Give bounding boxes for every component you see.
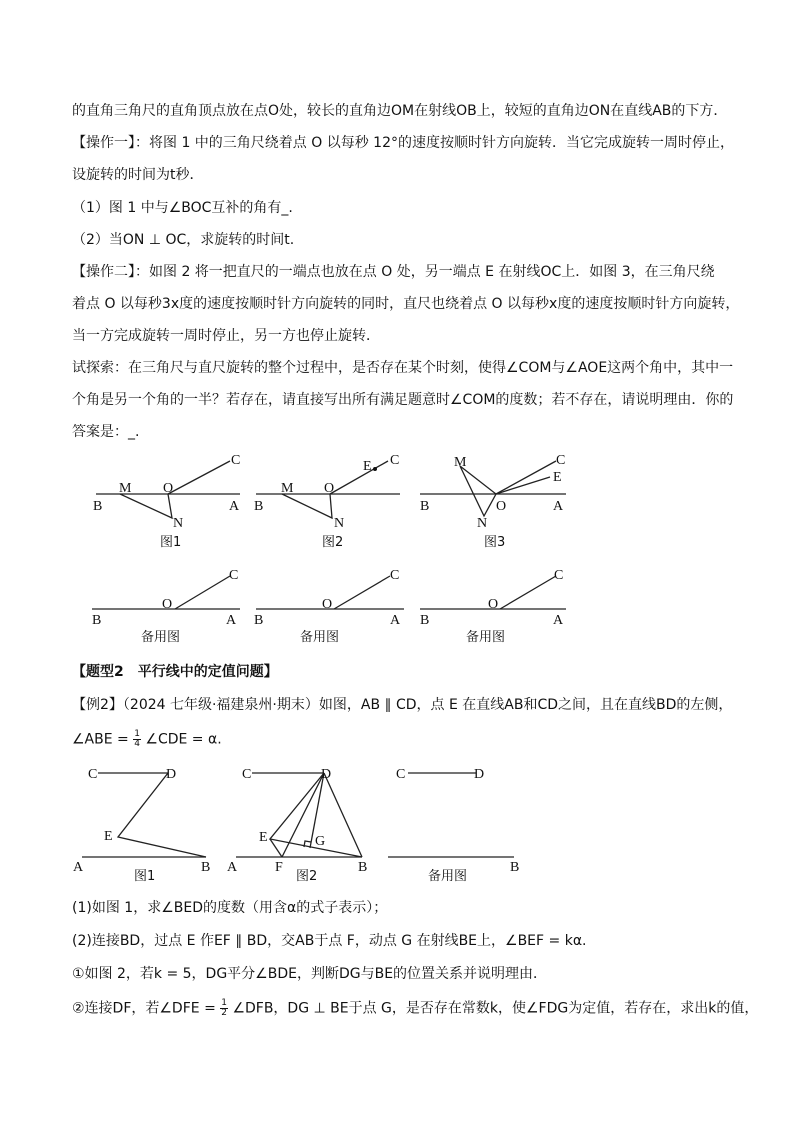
fig2-label-b: B [254,499,264,514]
spare1-caption: 备用图 [141,630,181,645]
ex2-fig1-polyline [118,773,206,857]
spare2-label-b: B [254,613,264,628]
spare2-label-o: O [322,597,333,612]
ex2-fig2-caption: 图2 [296,869,318,884]
section-heading: 【题型2 平行线中的定值问题】 [72,664,278,680]
ex2-fig1-label-a: A [73,860,84,875]
ex2-fig2-label-c: C [242,767,252,782]
spare1-label-a: A [226,613,237,628]
ex2-spare-label-c: C [396,767,406,782]
spare1-label-o: O [162,597,173,612]
ex2-fig1-label-e: E [104,829,113,844]
answer-line: 答案是：_. [72,424,140,440]
fig2-label-o: O [324,481,335,496]
spare3-label-o: O [488,597,499,612]
fig3-label-c: C [556,453,566,468]
fig3-label-a: A [553,499,564,514]
ex2-fig2-label-d: D [321,767,332,782]
example-2-stem: 【例2】（2024 七年级·福建泉州·期末）如图，AB ∥ CD，点 E 在直线AB和CD之间，且在直线BD的左侧， [72,697,733,713]
ex2-fig2-label-g: G [315,834,326,849]
fig1-label-a: A [229,499,240,514]
ex2-fig1-label-b: B [201,860,211,875]
ex2-fig2-label-e: E [259,830,268,845]
ex2-fig2-label-b: B [358,860,368,875]
text-line: 设旋转的时间为t秒． [72,167,204,183]
fraction-one-quarter: $\frac{1}{4}$ [134,729,140,749]
ex2-fig1-caption: 图1 [134,869,156,884]
ex2-fig1-label-c: C [88,767,98,782]
fig3-label-b: B [420,499,430,514]
text-line: 【操作二】：如图 2 将一把直尺的一端点也放在点 O 处，另一端点 E 在射线OC上．如图 3，在三角尺绕 [72,264,715,280]
spare1-label-b: B [92,613,102,628]
spare2-caption: 备用图 [300,630,340,645]
fig2-caption: 图2 [322,535,344,550]
spare3-label-b: B [420,613,430,628]
text-line: 着点 O 以每秒3x度的速度按顺时针方向旋转的同时，直尺也绕着点 O 以每秒x度的速度按顺时针方向旋转， [72,296,740,312]
ex2-fig2-segment-ef [270,839,282,857]
angle-dfe: ②连接DF，若∠DFE = [72,1000,216,1017]
spare2-label-c: C [390,568,400,583]
question-1: （1）图 1 中与∠BOC互补的角有_. [72,200,293,216]
ex2-spare-caption: 备用图 [428,869,468,884]
fig1-label-o: O [163,481,174,496]
question-ex2-2-2-rest: ∠DFB，DG ⊥ BE于点 G，是否存在常数k，使∠FDG为定值，若存在，求出k的值， [232,1000,759,1017]
fraction-one-half: $\frac{1}{2}$ [221,998,227,1018]
fig3-label-m: M [454,455,467,470]
ex2-spare-label-d: D [474,767,485,782]
ex2-fig2-label-a: A [227,860,238,875]
fig1-label-n: N [173,516,184,531]
spare2-label-a: A [390,613,401,628]
ex2-fig1-label-d: D [166,767,177,782]
fig3-label-n: N [477,516,488,531]
spare3-label-c: C [554,568,564,583]
fig1-caption: 图1 [160,535,182,550]
fig1-label-c: C [231,453,241,468]
spare1-label-c: C [229,568,239,583]
text-line: 试探索：在三角尺与直尺旋转的整个过程中，是否存在某个时刻，使得∠COM与∠AOE这两个角中，其中一 [72,360,734,376]
spare3-caption: 备用图 [466,630,506,645]
fig2-label-c: C [390,453,400,468]
text-line: 【操作一】：将图 1 中的三角尺绕着点 O 以每秒 12°的速度按顺时针方向旋转．当它完成旋转一周时停止， [72,135,734,151]
angle-abe: ∠ABE = [72,731,129,748]
text-line: 当一方完成旋转一周时停止，另一方也停止旋转． [72,328,380,344]
text-line: 的直角三角尺的直角顶点放在点O处，较长的直角边OM在射线OB上，较短的直角边ON在直线AB的下方． [72,103,728,119]
angle-cde: ∠CDE = α. [145,731,222,748]
question-ex2-2: (2)连接BD，过点 E 作EF ∥ BD，交AB于点 F，动点 G 在射线BE上，∠BEF = kα. [72,933,587,949]
question-ex2-2-2 [72,999,758,1018]
spare3-label-a: A [553,613,564,628]
question-ex2-1: (1)如图 1，求∠BED的度数（用含α的式子表示）； [72,900,388,916]
fig2-label-m: M [281,481,294,496]
fig3-label-o: O [496,499,507,514]
fig2-label-e: E [363,459,372,474]
ex2-spare-label-b: B [510,860,520,875]
fig3-caption: 图3 [484,535,506,550]
fig1-label-b: B [93,499,103,514]
question-2: （2）当ON ⊥ OC，求旋转的时间t. [72,232,295,248]
fig1-label-m: M [119,481,132,496]
fig2-label-n: N [334,516,345,531]
ex2-fig2-label-f: F [275,860,283,875]
question-ex2-2-1: ①如图 2，若k = 5，DG平分∠BDE，判断DG与BE的位置关系并说明理由． [72,966,548,982]
ex2-fig2-segment-bd [324,773,362,857]
text-line: 个角是另一个角的一半？若存在，请直接写出所有满足题意时∠COM的度数；若不存在，请说明理由．你的 [72,392,734,408]
fig3-label-e: E [553,470,562,485]
